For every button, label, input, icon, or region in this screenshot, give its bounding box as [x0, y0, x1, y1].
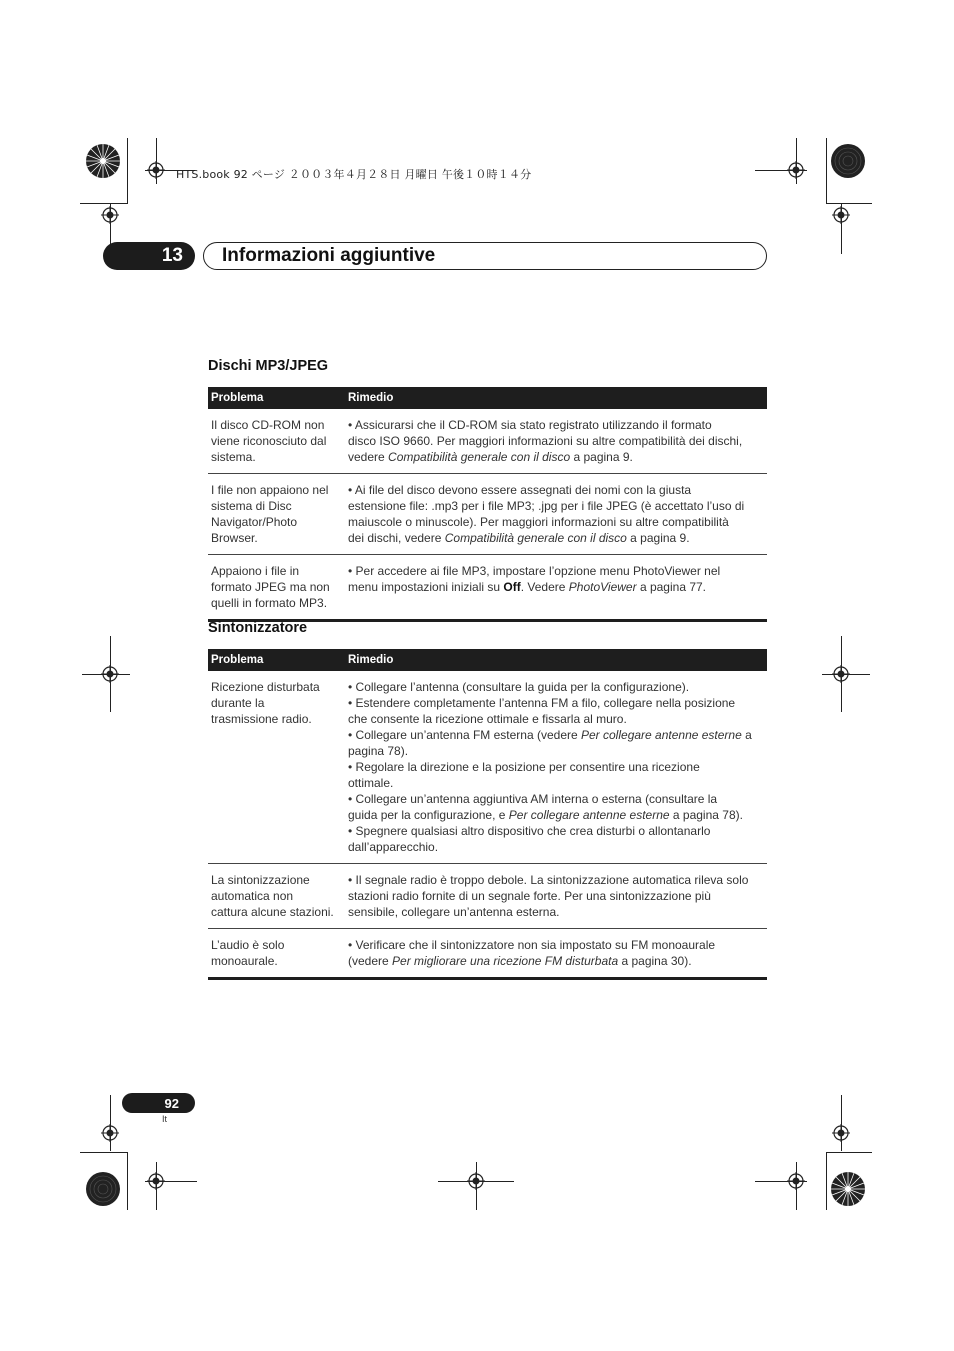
column-header-problem: Problema	[208, 387, 345, 409]
text-line: monoaurale.	[211, 954, 278, 968]
troubleshooting-table-mp3	[208, 387, 767, 622]
table-row	[208, 555, 767, 621]
crop-line	[127, 1152, 128, 1210]
text-line: estensione file: .mp3 per i file MP3; .jpg per i file JPEG (è accettato l’uso di	[348, 499, 745, 513]
table-row	[208, 474, 767, 555]
page-number-badge	[122, 1093, 195, 1113]
chapter-number: 13	[161, 245, 183, 266]
text-line: • Regolare la direzione e la posizione per consentire una ricezione	[348, 760, 700, 774]
text-line: sistema di Disc	[211, 499, 292, 513]
remedy-cell	[345, 555, 767, 621]
text-line: Appaiono i file in	[211, 564, 300, 578]
text-run: a pagina 30).	[618, 954, 692, 968]
text-line: Browser.	[211, 531, 258, 545]
text-line: durante la	[211, 696, 265, 710]
remedy-cell	[345, 929, 767, 979]
column-header-remedy: Rimedio	[345, 649, 767, 671]
remedy-cell	[345, 864, 767, 929]
cross-reference: Per collegare antenne esterne	[581, 728, 742, 742]
text-line: La sintonizzazione	[211, 873, 310, 887]
registration-target-icon	[147, 161, 165, 179]
text-run: a pagina 77.	[636, 580, 707, 594]
table-header-row	[208, 387, 767, 409]
crop-line	[826, 203, 872, 204]
problem-cell	[208, 929, 345, 979]
remedy-cell	[345, 671, 767, 864]
text-line: disco ISO 9660. Per maggiori informazioni su altre compatibilità dei dischi,	[348, 434, 743, 448]
column-header-problem: Problema	[208, 649, 345, 671]
text-run: guida per la configurazione, e	[348, 808, 509, 822]
sunburst-mark-icon	[85, 1171, 121, 1207]
problem-cell	[208, 864, 345, 929]
column-header-remedy: Rimedio	[345, 387, 767, 409]
crop-line	[826, 1152, 872, 1153]
text-line: Ricezione disturbata	[211, 680, 320, 694]
sunburst-mark-icon	[830, 143, 866, 179]
text-line: • Spegnere qualsiasi altro dispositivo che crea disturbi o allontanarlo	[348, 824, 711, 838]
cross-reference: Per migliorare una ricezione FM disturbata	[392, 954, 619, 968]
text-run: • Collegare un’antenna FM esterna (vedere	[348, 728, 581, 742]
problem-cell	[208, 409, 345, 474]
text-run: (vedere	[348, 954, 393, 968]
sunburst-mark-icon	[85, 143, 121, 179]
cross-reference: PhotoViewer	[568, 580, 637, 594]
text-line: • Estendere completamente l’antenna FM a filo, collegare nella posizione	[348, 696, 736, 710]
registration-target-icon	[101, 665, 119, 683]
cross-reference: Per collegare antenne esterne	[508, 808, 670, 822]
text-line: quelli in formato MP3.	[211, 596, 328, 610]
remedy-cell	[345, 474, 767, 555]
text-run: a pagina 78).	[669, 808, 743, 822]
text-run: vedere	[348, 450, 389, 464]
text-run: a	[741, 728, 752, 742]
text-line	[348, 807, 764, 823]
text-line: cattura alcune stazioni.	[211, 905, 334, 919]
text-run: a pagina 9.	[570, 450, 633, 464]
crop-line	[110, 1095, 111, 1151]
file-header-line: HTS.book 92 ページ ２００３年４月２８日 月曜日 午後１０時１４分	[176, 168, 532, 181]
table-row	[208, 409, 767, 474]
registration-target-icon	[832, 1124, 850, 1142]
text-line	[348, 727, 764, 743]
registration-target-icon	[101, 1124, 119, 1142]
registration-target-icon	[787, 161, 805, 179]
crop-line	[80, 203, 128, 204]
crop-line	[841, 1095, 842, 1151]
troubleshooting-table-tuner	[208, 649, 767, 980]
text-line: stazioni radio fornite di un segnale forte. Per una sintonizzazione più	[348, 889, 711, 903]
text-line	[348, 530, 764, 546]
registration-target-icon	[832, 665, 850, 683]
table-row	[208, 864, 767, 929]
chapter-number-badge	[103, 242, 195, 270]
text-line: • Collegare l’antenna (consultare la guida per la configurazione).	[348, 680, 690, 694]
registration-target-icon	[101, 206, 119, 224]
text-line: maiuscole o minuscole). Per maggiori informazioni su altre compatibilità	[348, 515, 729, 529]
text-line: • Collegare un’antenna aggiuntiva AM interna o esterna (consultare la	[348, 792, 718, 806]
text-line: formato JPEG ma non	[211, 580, 330, 594]
crop-line	[80, 1152, 128, 1153]
text-line	[348, 953, 764, 969]
remedy-cell	[345, 409, 767, 474]
text-line: ottimale.	[348, 776, 394, 790]
page-number: 92	[164, 1095, 179, 1111]
text-line: • Ai file del disco devono essere assegnati dei nomi con la giusta	[348, 483, 692, 497]
text-line	[348, 449, 764, 465]
text-line: • Assicurarsi che il CD-ROM sia stato registrato utilizzando il formato	[348, 418, 712, 432]
setting-value: Off	[503, 580, 521, 594]
registration-target-icon	[147, 1172, 165, 1190]
table-row	[208, 929, 767, 979]
text-line: Navigator/Photo	[211, 515, 298, 529]
text-line: • Per accedere ai file MP3, impostare l’opzione menu PhotoViewer nel	[348, 564, 721, 578]
text-line: • Il segnale radio è troppo debole. La sintonizzazione automatica rileva solo	[348, 873, 749, 887]
chapter-title-box	[203, 242, 767, 270]
text-line: I file non appaiono nel	[211, 483, 329, 497]
section-title-mp3: Dischi MP3/JPEG	[208, 358, 329, 374]
text-line: che consente la ricezione ottimale e fissarla al muro.	[348, 712, 627, 726]
problem-cell	[208, 671, 345, 864]
text-line: sistema.	[211, 450, 256, 464]
cross-reference: Compatibilità generale con il disco	[444, 531, 627, 545]
registration-target-icon	[832, 206, 850, 224]
sunburst-mark-icon	[830, 1171, 866, 1207]
registration-target-icon	[787, 1172, 805, 1190]
cross-reference: Compatibilità generale con il disco	[388, 450, 571, 464]
text-line: viene riconosciuto dal	[211, 434, 327, 448]
text-line: automatica non	[211, 889, 294, 903]
text-run: menu impostazioni iniziali su	[348, 580, 504, 594]
crop-line	[826, 138, 827, 204]
crop-line	[127, 138, 128, 204]
chapter-title: Informazioni aggiuntive	[222, 245, 436, 266]
section-title-tuner: Sintonizzatore	[208, 620, 308, 636]
text-line: L’audio è solo	[211, 938, 285, 952]
text-line: Il disco CD-ROM non	[211, 418, 325, 432]
table-header-row	[208, 649, 767, 671]
page-language-code: It	[162, 1114, 168, 1124]
problem-cell	[208, 555, 345, 621]
text-line: sensibile, collegare un’antenna esterna.	[348, 905, 560, 919]
text-run: . Vedere	[520, 580, 569, 594]
crop-line	[826, 1152, 827, 1210]
text-line	[348, 579, 764, 595]
text-line: pagina 78).	[348, 744, 409, 758]
problem-cell	[208, 474, 345, 555]
text-line: trasmissione radio.	[211, 712, 312, 726]
table-row	[208, 671, 767, 864]
registration-target-icon	[467, 1172, 485, 1190]
text-run: dei dischi, vedere	[348, 531, 445, 545]
text-run: a pagina 9.	[626, 531, 690, 545]
text-line: • Verificare che il sintonizzatore non sia impostato su FM monoaurale	[348, 938, 716, 952]
text-line: dall’apparecchio.	[348, 840, 439, 854]
